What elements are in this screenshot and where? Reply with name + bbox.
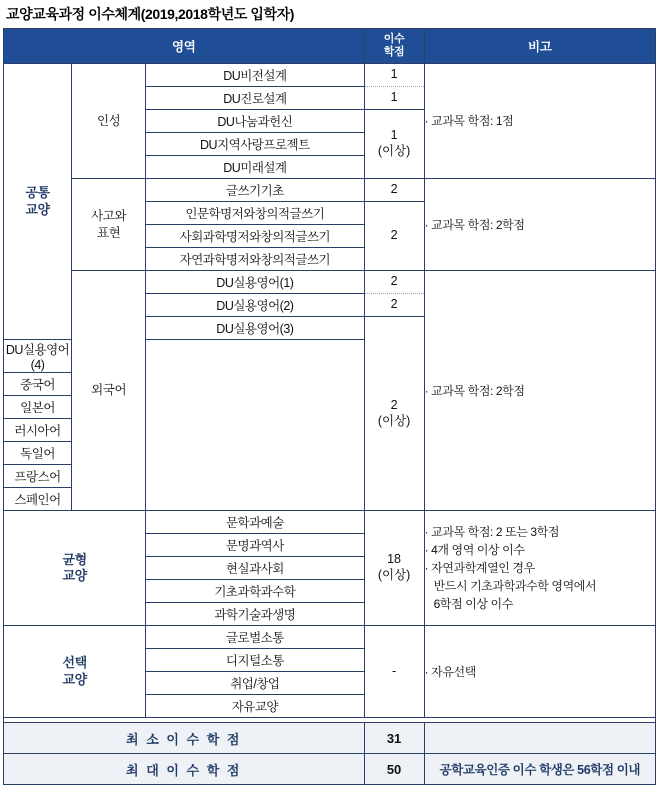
- summary-label-max: 최 대 이 수 학 점: [4, 754, 365, 785]
- course-name: 글쓰기기초: [146, 179, 364, 202]
- column-header-credit-line2: 학점: [383, 46, 405, 58]
- summary-label-min: 최 소 이 수 학 점: [4, 723, 365, 754]
- subarea-personality: 인성: [72, 64, 146, 179]
- table-row: [4, 626, 656, 649]
- summary-note-min: [424, 723, 655, 754]
- summary-row-min: [4, 723, 656, 754]
- course-name: 문명과역사: [146, 534, 364, 557]
- note-personality: · 교과목 학점: 1점: [424, 64, 655, 179]
- summary-note-max: 공학교육인증 이수 학생은 56학점 이내: [424, 754, 655, 785]
- course-name: 기초과학과수학: [146, 580, 364, 603]
- course-name: DU비전설계: [146, 64, 364, 87]
- column-header-area: 영역: [4, 29, 365, 64]
- course-name: 사회과학명저와창의적글쓰기: [146, 225, 364, 248]
- table-header: [4, 29, 656, 64]
- course-credit: 2: [364, 271, 424, 294]
- summary-row-max: [4, 754, 656, 785]
- course-credit: 2: [364, 179, 424, 202]
- note-elective: · 자유선택: [424, 626, 655, 718]
- summary-value-min: 31: [364, 723, 424, 754]
- course-name: DU실용영어(4): [4, 340, 72, 373]
- curriculum-table: [3, 28, 656, 785]
- course-name: 일본어: [4, 396, 72, 419]
- note-thinking-expression: · 교과목 학점: 2학점: [424, 179, 655, 271]
- course-name: 현실과사회: [146, 557, 364, 580]
- course-credit: 18 (이상): [364, 511, 424, 626]
- course-name: 인문학명저와창의적글쓰기: [146, 202, 364, 225]
- course-name: DU미래설계: [146, 156, 364, 179]
- table-row: [4, 179, 656, 202]
- category-elective: 선택 교양: [4, 626, 146, 718]
- table-row: [4, 511, 656, 534]
- note-balanced: · 교과목 학점: 2 또는 3학점 · 4개 영역 이상 이수 · 자연과학계열인 경우 반드시 기초과학과수학 영역에서 6학점 이상 이수: [424, 511, 655, 626]
- column-header-credit-line1: 이수: [383, 32, 405, 45]
- course-name: 과학기술과생명: [146, 603, 364, 626]
- course-name: DU실용영어(3): [146, 317, 364, 340]
- column-header-credit: [364, 29, 424, 64]
- course-name: DU실용영어(1): [146, 271, 364, 294]
- course-name: 독일어: [4, 442, 72, 465]
- course-credit: 1 (이상): [364, 110, 424, 179]
- course-name: 스페인어: [4, 488, 72, 511]
- subarea-foreign-language: 외국어: [72, 271, 146, 511]
- summary-value-max: 50: [364, 754, 424, 785]
- category-common-line2: 교양: [25, 201, 50, 217]
- column-header-note: 비고: [424, 29, 655, 64]
- course-name: 자유교양: [146, 695, 364, 718]
- course-name: DU나눔과헌신: [146, 110, 364, 133]
- table-row: [4, 271, 656, 294]
- course-credit: 2 (이상): [364, 317, 424, 511]
- course-name: 프랑스어: [4, 465, 72, 488]
- table-body: [4, 64, 656, 785]
- note-foreign-language: · 교과목 학점: 2학점: [424, 271, 655, 511]
- course-name: DU지역사랑프로젝트: [146, 133, 364, 156]
- table-row: [4, 64, 656, 87]
- course-name: 자연과학명저와창의적글쓰기: [146, 248, 364, 271]
- course-name: DU실용영어(2): [146, 294, 364, 317]
- course-credit: 1: [364, 87, 424, 110]
- course-name: 디지털소통: [146, 649, 364, 672]
- subarea-thinking-expression: 사고와 표현: [72, 179, 146, 271]
- course-name: 러시아어: [4, 419, 72, 442]
- category-common: [4, 64, 72, 340]
- course-name: 글로벌소통: [146, 626, 364, 649]
- course-name: 문학과예술: [146, 511, 364, 534]
- course-credit: 2: [364, 202, 424, 271]
- course-name: DU진로설계: [146, 87, 364, 110]
- category-common-line1: 공통: [25, 185, 50, 201]
- category-balanced: 균형 교양: [4, 511, 146, 626]
- course-credit: 1: [364, 64, 424, 87]
- course-name: 중국어: [4, 373, 72, 396]
- page-title: 교양교육과정 이수체계(2019,2018학년도 입학자): [6, 6, 295, 22]
- course-credit: 2: [364, 294, 424, 317]
- course-credit: -: [364, 626, 424, 718]
- course-name: 취업/창업: [146, 672, 364, 695]
